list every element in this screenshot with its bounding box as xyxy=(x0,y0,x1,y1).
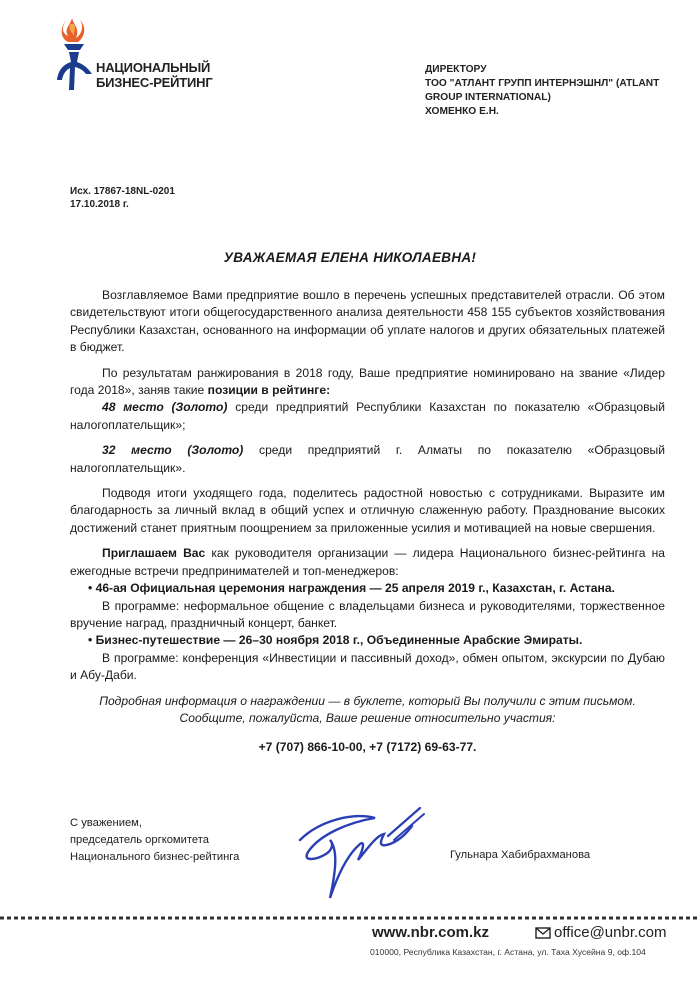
invite-lead: Приглашаем Вас xyxy=(102,546,206,561)
invite-text: как руководителя организации — лидера Национального бизнес-рейтинга на ежегодные встречи предпринимателей и топ-менеджеров: xyxy=(70,546,665,578)
recipient-line: ТОО "АТЛАНТ ГРУПП ИНТЕРНЭШНЛ" (ATLANT xyxy=(425,78,660,89)
paragraph-intro: Возглавляемое Вами предприятие вошло в перечень успешных представителей отрасли. Об этом свидетельствуют итоги общегосударственного анализа деятельности 458 155 субъектов хозяйствования Республики Казахстан, основанного на информации об уплате налогов и других обязательных платежей в бюджет. xyxy=(70,288,665,355)
company-logo xyxy=(52,16,252,102)
footer-email: office@unbr.com xyxy=(554,924,667,941)
recipient-line: GROUP INTERNATIONAL) xyxy=(425,92,551,103)
letter-body xyxy=(70,287,665,757)
rank-item-2 xyxy=(70,442,665,477)
contact-phones: +7 (707) 866-10-00, +7 (7172) 69-63-77. xyxy=(258,740,477,755)
footer-website: www.nbr.com.kz xyxy=(372,924,489,941)
rank-item-1 xyxy=(70,399,665,434)
rank-place-2: 32 место (Золото) xyxy=(102,443,244,458)
recipient-block xyxy=(425,63,685,119)
footer-address: 010000, Республика Казахстан, г. Астана, ул. Таха Хусейна 9, оф.104 xyxy=(370,947,646,957)
handwritten-signature xyxy=(280,800,440,905)
salutation: УВАЖАЕМАЯ ЕЛЕНА НИКОЛАЕВНА! xyxy=(223,250,477,265)
event-1-title: • 46-ая Официальная церемония награждения — 25 апреля 2019 г., Казахстан, г. Астана. xyxy=(88,581,615,596)
logo-line-2: БИЗНЕС-РЕЙТИНГ xyxy=(96,75,213,90)
torch-logo-icon xyxy=(52,16,96,96)
event-1-program: В программе: неформальное общение с владельцами бизнеса и руководителями, торжественное вручение наград, праздничный концерт, банкет. xyxy=(70,598,665,630)
paragraph-invite xyxy=(70,545,665,580)
ranking-text: По результатам ранжирования в 2018 году, Ваше предприятие номинировано на звание «Лидер года 2018», заняв такие xyxy=(70,365,665,398)
info-line-1: Подробная информация о награждении — в буклете, который Вы получили с этим письмом. xyxy=(99,693,636,708)
signoff-block xyxy=(70,815,239,865)
paragraph-celebrate: Подводя итоги уходящего года, поделитесь радостной новостью с сотрудниками. Выразите им благодарность за личный вклад в общий успех и отличную слаженную работу. Празднование высоких достижений станет приятным поощрением за приложенные усилия и мотивацией на новые свершения. xyxy=(70,486,665,535)
rank-place-1: 48 место (Золото) xyxy=(102,400,228,415)
event-2-title: • Бизнес-путешествие — 26–30 ноября 2018 г., Объединенные Арабские Эмираты. xyxy=(88,633,583,648)
signoff-line: С уважением, xyxy=(70,817,142,829)
signatory-name: Гульнара Хабибрахманова xyxy=(450,849,591,861)
reference-block xyxy=(70,185,175,211)
recipient-line: ДИРЕКТОРУ xyxy=(425,64,487,75)
event-2-program: В программе: конференция «Инвестиции и пассивный доход», обмен опытом, экскурсии по Дубаю и Абу-Даби. xyxy=(70,650,665,683)
signoff-line: Национального бизнес-рейтинга xyxy=(70,850,240,863)
footer-email-block xyxy=(535,924,667,941)
paragraph-ranking xyxy=(70,365,665,400)
logo-line-1: НАЦИОНАЛЬНЫЙ xyxy=(96,60,211,75)
signoff-line: председатель оргкомитета xyxy=(70,833,209,846)
rank-text-1: среди предприятий Республики Казахстан по показателю «Образцовый налогоплательщик»; xyxy=(70,400,665,432)
info-line-2: Сообщите, пожалуйста, Ваше решение относительно участия: xyxy=(179,710,556,725)
recipient-line: ХОМЕНКО Е.Н. xyxy=(425,106,499,117)
rank-text-2: среди предприятий г. Алматы по показателю «Образцовый налогоплательщик». xyxy=(70,443,665,475)
envelope-icon xyxy=(535,927,551,939)
footer-divider xyxy=(0,913,700,923)
reference-number: Исх. 17867-18NL-0201 xyxy=(70,186,175,197)
reference-date: 17.10.2018 г. xyxy=(70,199,129,210)
ranking-positions-label: позиции в рейтинге: xyxy=(207,383,331,398)
